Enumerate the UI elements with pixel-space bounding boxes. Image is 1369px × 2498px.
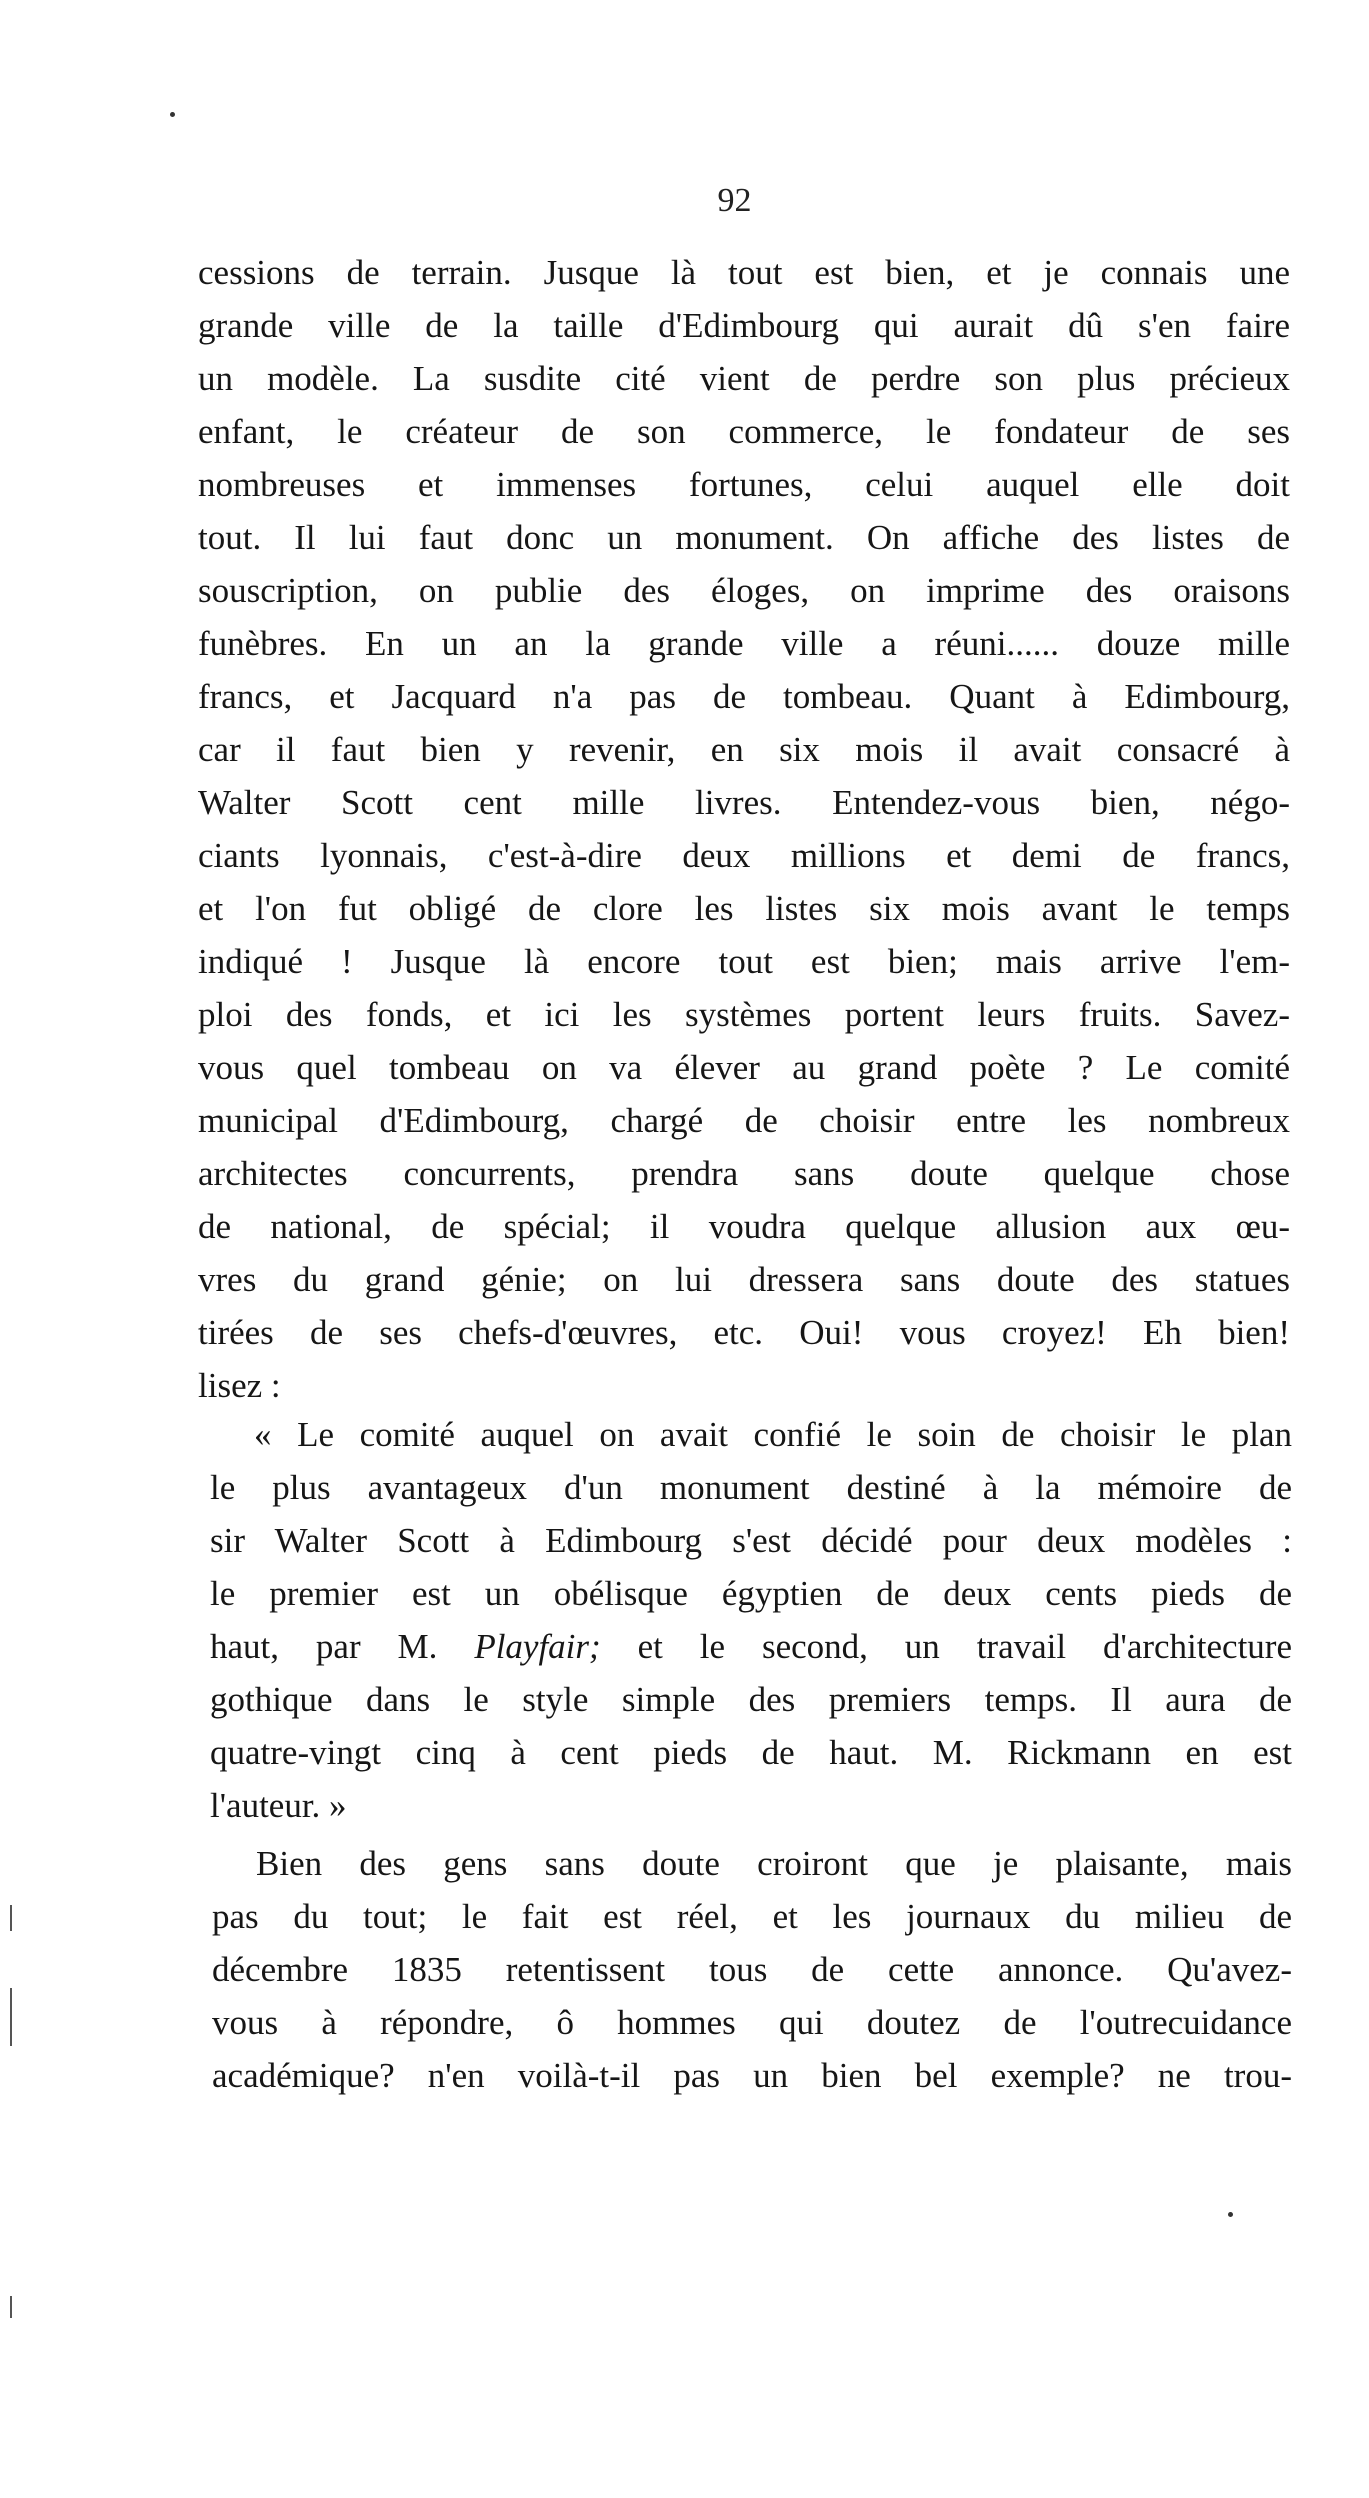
tail-paragraph bbox=[212, 1837, 1292, 2102]
text-line: quatre-vingt cinq à cent pieds de haut. M. Rickmann en est bbox=[210, 1733, 1292, 1772]
text-line: un modèle. La susdite cité vient de perdre son plus précieux bbox=[198, 359, 1290, 398]
text-line: le premier est un obélisque égyptien de deux cents pieds de bbox=[210, 1574, 1292, 1613]
text-line: lisez : bbox=[198, 1366, 281, 1405]
scan-speck bbox=[1228, 2212, 1233, 2217]
text-line: académique? n'en voilà-t-il pas un bien bel exemple? ne trou- bbox=[212, 2056, 1292, 2095]
text-line: tout. Il lui faut donc un monument. On affiche des listes de bbox=[198, 518, 1290, 557]
text-line: vres du grand génie; on lui dressera sans doute des statues bbox=[198, 1260, 1290, 1299]
text-line: de national, de spécial; il voudra quelque allusion aux œu- bbox=[198, 1207, 1290, 1246]
text-line: souscription, on publie des éloges, on imprime des oraisons bbox=[198, 571, 1290, 610]
text-line: indiqué ! Jusque là encore tout est bien; mais arrive l'em- bbox=[198, 942, 1290, 981]
text-line: le plus avantageux d'un monument destiné à la mémoire de bbox=[210, 1468, 1292, 1507]
text-line: tirées de ses chefs-d'œuvres, etc. Oui! vous croyez! Eh bien! bbox=[198, 1313, 1290, 1352]
text-line: funèbres. En un an la grande ville a réuni...... douze mille bbox=[198, 624, 1290, 663]
text-line: gothique dans le style simple des premiers temps. Il aura de bbox=[210, 1680, 1292, 1719]
italic-name: Playfair; bbox=[474, 1627, 601, 1666]
text-line: Bien des gens sans doute croiront que je plaisante, mais bbox=[256, 1844, 1292, 1883]
text-line: vous quel tombeau on va élever au grand poète ? Le comité bbox=[198, 1048, 1290, 1087]
text-line: nombreuses et immenses fortunes, celui auquel elle doit bbox=[198, 465, 1290, 504]
text-line-with-italic bbox=[210, 1620, 1292, 1673]
text-line: et l'on fut obligé de clore les listes six mois avant le temps bbox=[198, 889, 1290, 928]
text-line: sir Walter Scott à Edimbourg s'est décidé pour deux modèles : bbox=[210, 1521, 1292, 1560]
text-line: vous à répondre, ô hommes qui doutez de l'outrecuidance bbox=[212, 2003, 1292, 2042]
main-paragraph bbox=[198, 246, 1290, 1412]
text-line: pas du tout; le fait est réel, et les journaux du milieu de bbox=[212, 1897, 1292, 1936]
text-line: décembre 1835 retentissent tous de cette annonce. Qu'avez- bbox=[212, 1950, 1292, 1989]
scan-speck bbox=[170, 112, 175, 117]
text-line: Walter Scott cent mille livres. Entendez-vous bien, négo- bbox=[198, 783, 1290, 822]
text-line: « Le comité auquel on avait confié le soin de choisir le plan bbox=[254, 1415, 1292, 1454]
text-line: municipal d'Edimbourg, chargé de choisir entre les nombreux bbox=[198, 1101, 1290, 1140]
text-line: enfant, le créateur de son commerce, le fondateur de ses bbox=[198, 412, 1290, 451]
text-line: car il faut bien y revenir, en six mois il avait consacré à bbox=[198, 730, 1290, 769]
scan-margin-mark bbox=[10, 1988, 12, 2046]
text-line: ciants lyonnais, c'est-à-dire deux millions et demi de francs, bbox=[198, 836, 1290, 875]
quote-paragraph bbox=[210, 1408, 1292, 1832]
text-run: et le second, un travail d'architecture bbox=[600, 1627, 1292, 1666]
text-line: francs, et Jacquard n'a pas de tombeau. Quant à Edimbourg, bbox=[198, 677, 1290, 716]
text-run: haut, par M. bbox=[210, 1627, 475, 1666]
text-line: ploi des fonds, et ici les systèmes portent leurs fruits. Savez- bbox=[198, 995, 1290, 1034]
text-line: cessions de terrain. Jusque là tout est bien, et je connais une bbox=[198, 253, 1290, 292]
text-line: l'auteur. » bbox=[210, 1786, 347, 1825]
page-number: 92 bbox=[717, 182, 752, 219]
scan-margin-mark bbox=[10, 1905, 12, 1931]
scan-margin-mark bbox=[10, 2296, 12, 2318]
text-line: architectes concurrents, prendra sans doute quelque chose bbox=[198, 1154, 1290, 1193]
text-line: grande ville de la taille d'Edimbourg qui aurait dû s'en faire bbox=[198, 306, 1290, 345]
